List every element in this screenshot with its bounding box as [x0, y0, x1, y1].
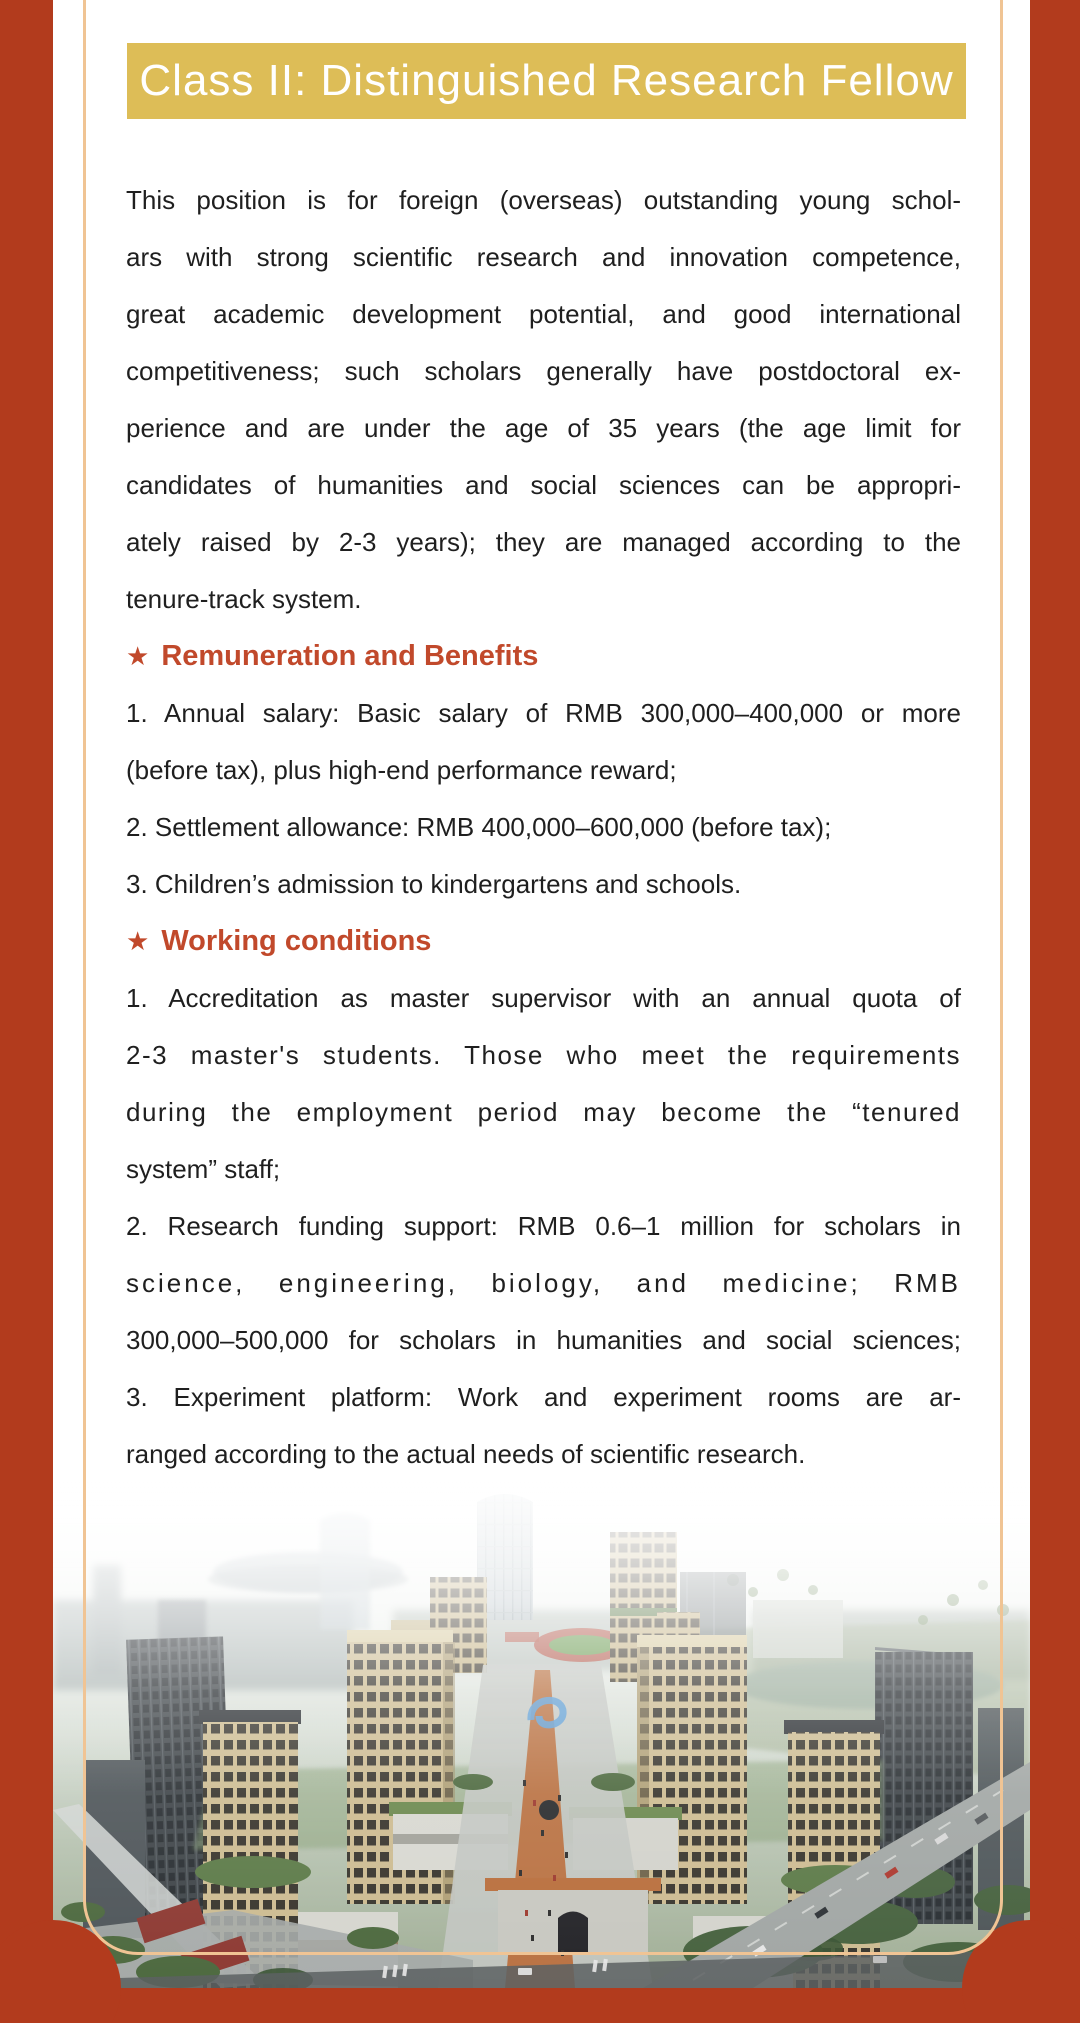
intro-line: tenure-track system.	[126, 584, 362, 614]
list-item-line: 3. Children’s admission to kindergartens and schools.	[126, 869, 742, 899]
intro-line: This position is for foreign (overseas) outstanding young schol-	[126, 185, 961, 215]
page-title: Class II: Distinguished Research Fellow	[139, 56, 954, 105]
list-item-line: system” staff;	[126, 1154, 281, 1184]
list-item-line: 2. Settlement allowance: RMB 400,000–600,000 (before tax);	[126, 812, 832, 842]
intro-line: competitiveness; such scholars generally have postdoctoral ex-	[126, 356, 961, 386]
section-heading-remuneration	[126, 628, 961, 685]
list-item-line: (before tax), plus high-end performance reward;	[126, 755, 677, 785]
section-heading-label: Working conditions	[161, 925, 432, 957]
intro-line: ars with strong scientific research and innovation competence,	[126, 242, 961, 272]
list-item-line: 2. Research funding support: RMB 0.6–1 million for scholars in	[126, 1211, 961, 1241]
body-text	[126, 172, 961, 1483]
section-heading-working-conditions	[126, 913, 961, 970]
list-item-line: 2-3 master's students. Those who meet the requirements	[126, 1040, 961, 1070]
intro-line: great academic development potential, and good international	[126, 299, 961, 329]
star-icon: ★	[126, 926, 150, 956]
list-item-line: during the employment period may become the “tenured	[126, 1097, 961, 1127]
section-heading-label: Remuneration and Benefits	[161, 640, 539, 672]
list-item-line: 1. Accreditation as master supervisor with an annual quota of	[126, 983, 961, 1013]
list-item-line: science, engineering, biology, and medicine; RMB	[126, 1268, 961, 1298]
list-item-line: ranged according to the actual needs of scientific research.	[126, 1439, 806, 1469]
list-item-line: 3. Experiment platform: Work and experiment rooms are ar-	[126, 1382, 961, 1412]
list-item-line: 1. Annual salary: Basic salary of RMB 300,000–400,000 or more	[126, 698, 961, 728]
star-icon: ★	[126, 641, 150, 671]
list-item-line: 300,000–500,000 for scholars in humanities and social sciences;	[126, 1325, 961, 1355]
intro-line: ately raised by 2-3 years); they are managed according to the	[126, 527, 961, 557]
campus-aerial-photo	[53, 1480, 1030, 1988]
intro-line: candidates of humanities and social sciences can be appropri-	[126, 470, 961, 500]
title-banner	[127, 43, 966, 119]
content-card	[53, 0, 1030, 1988]
intro-line: perience and are under the age of 35 years (the age limit for	[126, 413, 961, 443]
